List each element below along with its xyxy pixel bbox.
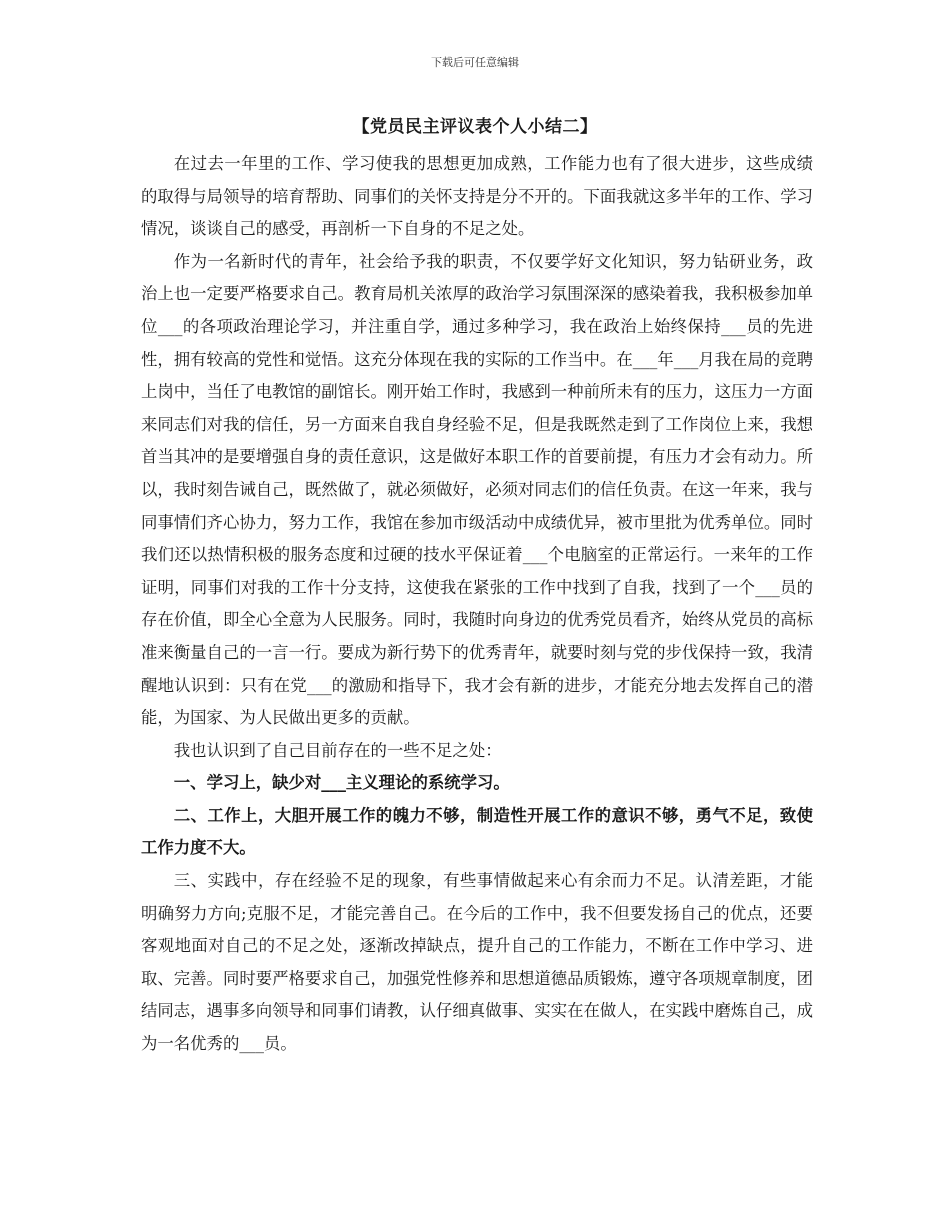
page-header-note: 下载后可任意编辑 [431, 56, 519, 69]
paragraph-shortcoming-practice: 三、实践中，存在经验不足的现象，有些事情做起来心有余而力不足。认清差距，才能明确努力方向;克服不足，才能完善自己。在今后的工作中，我不但要发扬自己的优点，还要客观地面对自己的不足之处，逐渐改掉缺点，提升自己的工作能力，不断在工作中学习、进取、完善。同时要严格要求自己，加强党性修养和思想道德品质锻炼，遵守各项规章制度，团结同志，遇事多向领导和同事们请教，认仔细真做事、实实在在做人，在实践中磨炼自己，成为一名优秀的___员。 [141, 871, 814, 1054]
paragraph-intro: 在过去一年里的工作、学习使我的思想更加成熟，工作能力也有了很大进步，这些成绩的取得与局领导的培育帮助、同事们的关怀支持是分不开的。下面我就这多半年的工作、学习情况，谈谈自己的感受，再剖析一下自身的不足之处。 [141, 154, 814, 239]
document-body [141, 148, 813, 1061]
document-title: 【党员民主评议表个人小结二】 [352, 117, 598, 137]
paragraph-shortcomings-intro: 我也认识到了自己目前存在的一些不足之处： [173, 740, 502, 760]
paragraph-shortcoming-study: 一、学习上，缺少对___主义理论的系统学习。 [173, 773, 510, 793]
paragraph-political-work: 作为一名新时代的青年，社会给予我的职责，不仅要学好文化知识，努力钻研业务，政治上也一定要严格要求自己。教育局机关浓厚的政治学习氛围深深的感染着我，我积极参加单位___的各项政治理论学习，并注重自学，通过多种学习，我在政治上始终保持___员的先进性，拥有较高的党性和觉悟。这充分体现在我的实际的工作当中。在___年___月我在局的竞聘上岗中，当任了电教馆的副馆长。刚开始工作时，我感到一种前所未有的压力，这压力一方面来同志们对我的信任，另一方面来自我自身经验不足，但是我既然走到了工作岗位上来，我想首当其冲的是要增强自身的责任意识，这是做好本职工作的首要前提，有压力才会有动力。所以，我时刻告诫自己，既然做了，就必须做好，必须对同志们的信任负责。在这一年来，我与同事情们齐心协力，努力工作，我馆在参加市级活动中成绩优异，被市里批为优秀单位。同时我们还以热情积极的服务态度和过硬的技水平保证着___个电脑室的正常运行。一来年的工作证明，同事们对我的工作十分支持，这使我在紧张的工作中找到了自我，找到了一个___员的存在价值，即全心全意为人民服务。同时，我随时向身边的优秀党员看齐，始终从党员的高标准来衡量自己的一言一行。要成为新行势下的优秀青年，就要时刻与党的步伐保持一致，我清醒地认识到：只有在党___的激励和指导下，我才会有新的进步，才能充分地去发挥自己的潜能，为国家、为人民做出更多的贡献。 [141, 251, 814, 728]
paragraph-shortcoming-work: 二、工作上，大胆开展工作的魄力不够，制造性开展工作的意识不够，勇气不足，致使工作力度不大。 [141, 805, 813, 858]
